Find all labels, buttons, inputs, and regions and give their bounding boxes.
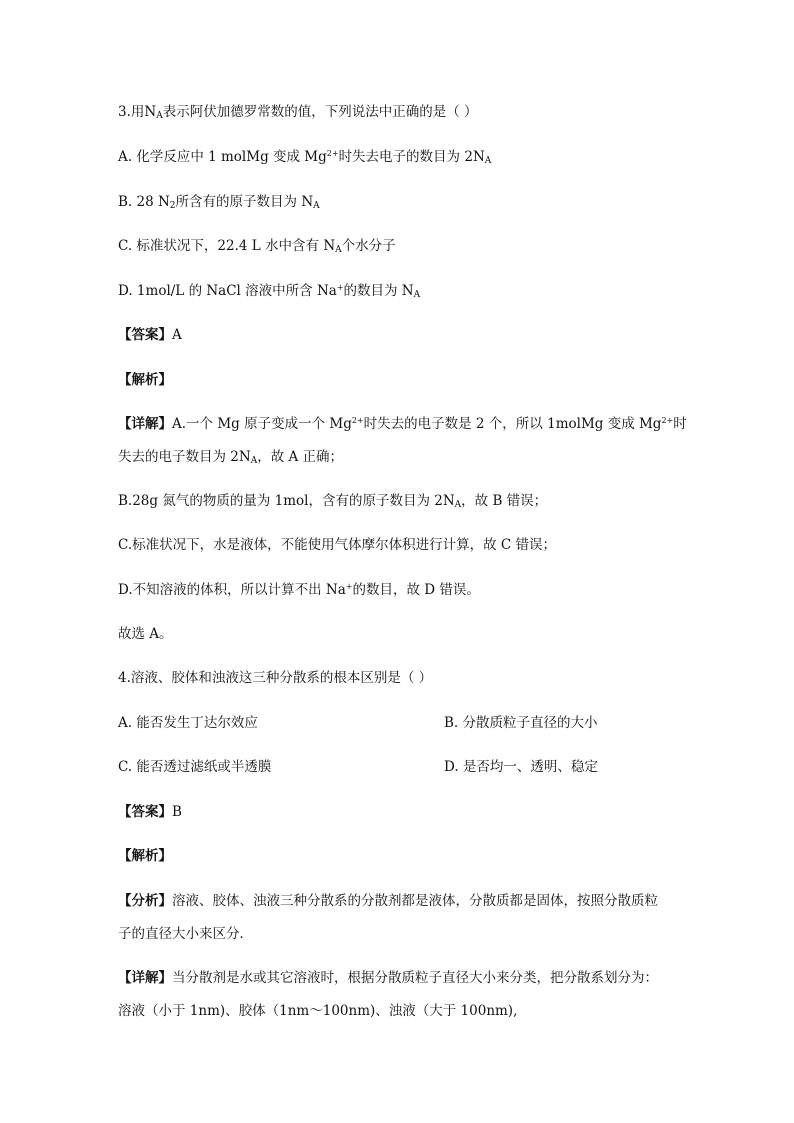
q3-detail-line-4: C.标准状况下，水是液体，不能使用气体摩尔体积进行计算，故 C 错误； xyxy=(118,537,557,553)
q3-detail-line-5-text-2: 的数目，故 D 错误。 xyxy=(352,582,480,598)
q4-answer xyxy=(118,802,182,822)
q3-detail-label: 【详解】 xyxy=(118,416,172,432)
q3-analysis-label: 【解析】 xyxy=(118,372,172,388)
q3-detail-line-5-sup: + xyxy=(345,582,353,591)
q4-option-b: B. 分散质粒子直径的大小 xyxy=(444,715,598,731)
q3-option-d-text-2: 的数目为 N xyxy=(343,283,414,299)
q4-fenxi-text: 溶液、胶体、浊液三种分散系的分散剂都是液体，分散质都是固体，按照分散质粒 xyxy=(172,893,658,909)
q4-fenxi-line-1 xyxy=(118,891,658,911)
q4-answer-label: 【答案】 xyxy=(118,804,172,820)
q3-option-c-text: C. 标准状况下，22.4 L 水中含有 N xyxy=(118,238,336,254)
q3-conclusion: 故选 A。 xyxy=(118,626,173,642)
q3-stem-text-2: 表示阿伏加德罗常数的值，下列说法中正确的是（ ） xyxy=(162,104,478,120)
q3-detail-line-5 xyxy=(118,580,480,600)
q3-option-b-text-2: 所含有的原子数目为 N xyxy=(175,194,314,210)
q4-answer-value: B xyxy=(172,804,182,820)
q3-option-a-sub: A xyxy=(484,156,492,166)
q4-detail-line-2: 溶液（小于 1nm)、胶体（1nm～100nm)、浊液（大于 100nm), xyxy=(118,1003,518,1019)
q4-option-a: A. 能否发生丁达尔效应 xyxy=(118,715,258,731)
q3-stem-text: 3.用N xyxy=(118,104,157,120)
q4-option-c: C. 能否透过滤纸或半透膜 xyxy=(118,759,272,775)
q3-detail-line-5-text: D.不知溶液的体积，所以计算不出 Na xyxy=(118,582,346,598)
q3-detail-line-3 xyxy=(118,491,547,511)
q4-stem: 4.溶液、胶体和浊液这三种分散系的根本区别是（ ） xyxy=(118,670,433,686)
q3-detail-line-2 xyxy=(118,447,343,467)
q3-option-b-sub: 2 xyxy=(169,201,176,211)
q3-detail-text: A.一个 Mg 原子变成一个 Mg xyxy=(172,416,352,432)
q3-option-d-sup: + xyxy=(336,283,344,292)
q4-detail-label: 【详解】 xyxy=(118,970,172,986)
q4-detail-line-1 xyxy=(118,968,658,988)
q3-option-c-text-2: 个水分子 xyxy=(341,238,396,254)
q3-answer-value: A xyxy=(172,327,182,343)
q3-option-d-sub: A xyxy=(413,290,421,300)
q3-detail-text-3: 时 xyxy=(673,416,687,432)
q3-option-d-text: D. 1mol/L 的 NaCl 溶液中所含 Na xyxy=(118,283,337,299)
q3-detail-line-2-text: 失去的电子数目为 2N xyxy=(118,449,251,465)
q3-option-a-sup: 2+ xyxy=(326,149,339,158)
q3-detail-line-3-sub: A xyxy=(454,500,462,510)
q3-detail-line-1 xyxy=(118,414,687,434)
q3-detail-sup: 2+ xyxy=(351,416,364,425)
q3-option-b xyxy=(118,192,320,212)
q3-option-b-sub-2: A xyxy=(313,201,320,211)
q4-fenxi-line-2: 子的直径大小来区分． xyxy=(118,926,253,942)
q3-option-d xyxy=(118,281,420,301)
q3-detail-line-3-text: B.28g 氮气的物质的量为 1mol，含有的原子数目为 2N xyxy=(118,493,455,509)
q4-fenxi-label: 【分析】 xyxy=(118,893,172,909)
q3-option-a xyxy=(118,147,491,167)
q3-answer-label: 【答案】 xyxy=(118,327,172,343)
q4-option-d: D. 是否均一、透明、稳定 xyxy=(444,759,598,775)
q3-option-a-text-2: 时失去电子的数目为 2N xyxy=(338,149,485,165)
q3-detail-text-2: 时失去的电子数是 2 个，所以 1molMg 变成 Mg xyxy=(363,416,662,432)
q4-detail-text: 当分散剂是水或其它溶液时，根据分散质粒子直径大小来分类，把分散系划分为： xyxy=(172,970,658,986)
q3-option-c xyxy=(118,236,396,256)
q3-detail-line-2-text-2: ，故 A 正确； xyxy=(257,449,344,465)
q4-analysis-label: 【解析】 xyxy=(118,848,172,864)
q3-stem-subscript: A xyxy=(156,111,163,121)
q3-detail-line-3-text-2: ，故 B 错误； xyxy=(461,493,548,509)
q3-option-b-text: B. 28 N xyxy=(118,194,170,210)
q3-option-a-text: A. 化学反应中 1 molMg 变成 Mg xyxy=(118,149,327,165)
q3-answer xyxy=(118,325,182,345)
q3-detail-line-2-sub: A xyxy=(250,456,258,466)
q3-option-c-sub: A xyxy=(335,245,342,255)
q3-detail-sup-2: 2+ xyxy=(661,416,674,425)
q3-stem xyxy=(118,102,478,122)
